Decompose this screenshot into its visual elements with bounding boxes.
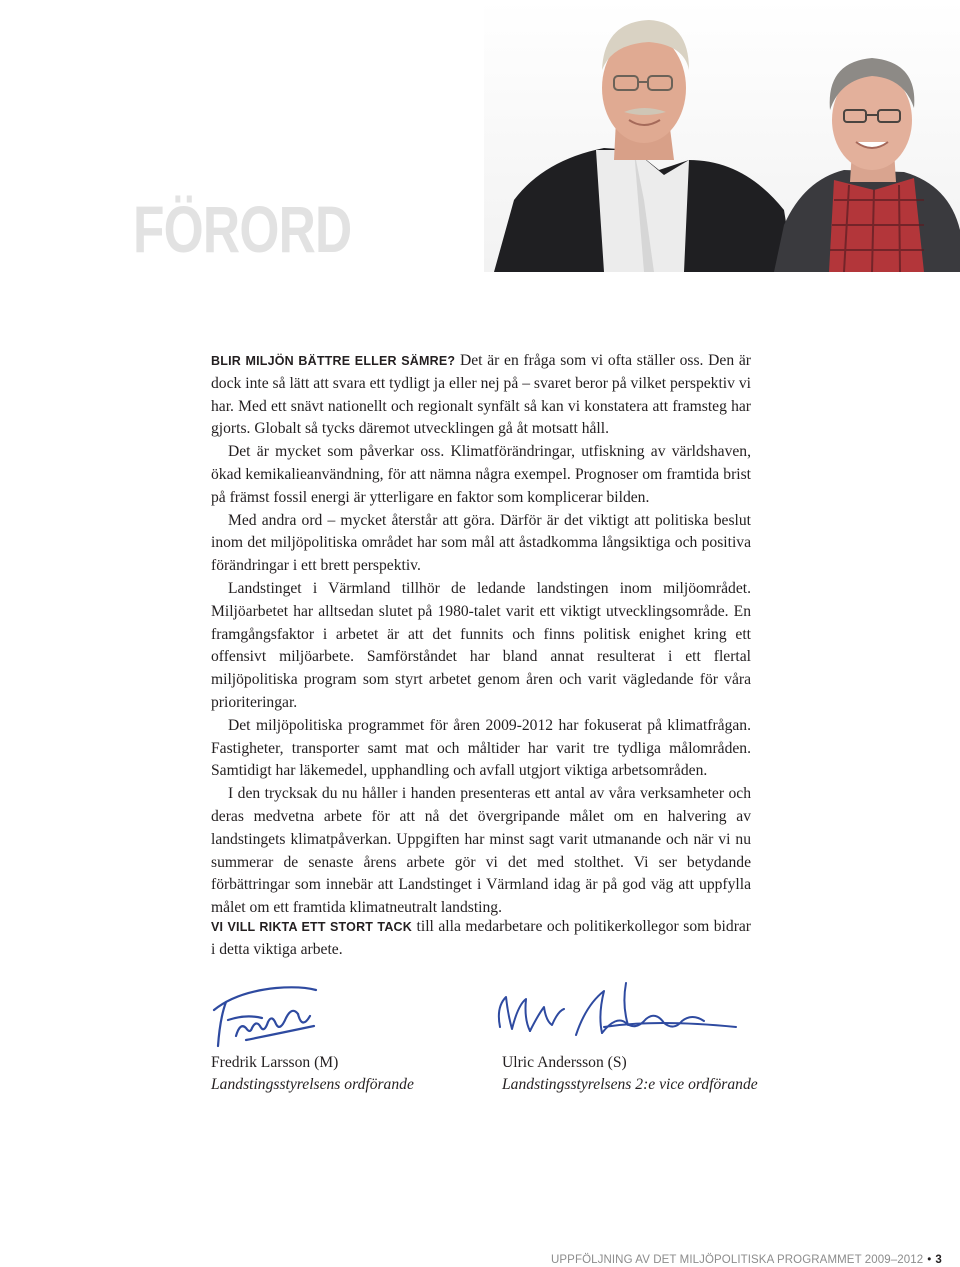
body-text	[211, 350, 751, 920]
signature-ulric-andersson	[486, 975, 748, 1047]
paragraph-1	[211, 350, 751, 441]
paragraph-6: I den trycksak du nu håller i handen presenteras ett antal av våra verksamheter och deras medvetna arbete för att nå det övergripande målet om en halvering av landstingets klimatpåverkan. Uppgiften har minst sagt varit utmanande och när vi nu summerar de senaste årens arbete gör vi det med stolthet. Vi ser betydande förbättringar som innebär att Landstinget i Värmland idag är på god väg att uppfylla målet om ett framtida klimatneutralt landsting.	[211, 785, 751, 917]
thanks-paragraph	[211, 916, 751, 962]
footer-title: UPPFÖLJNING AV DET MILJÖPOLITISKA PROGRAMMET 2009–2012	[551, 1254, 924, 1266]
signatory-1-name: Fredrik Larsson (M)	[211, 1054, 339, 1071]
portrait-photo	[484, 0, 960, 272]
page-number: 3	[935, 1254, 942, 1266]
signature-fredrik-larsson	[206, 978, 326, 1050]
page-footer	[551, 1253, 942, 1267]
thanks-lead-caps: VI VILL RIKTA ETT STORT TACK	[211, 920, 413, 934]
signatory-2-name: Ulric Andersson (S)	[502, 1054, 627, 1071]
paragraph-lead-caps: BLIR MILJÖN BÄTTRE ELLER SÄMRE?	[211, 354, 456, 368]
page-title: FÖRORD	[133, 192, 352, 266]
paragraph-4: Landstinget i Värmland tillhör de ledande landstingen inom miljöområdet. Miljöarbetet har alltsedan slutet på 1980-talet varit ett viktigt utvecklingsområde. En framgångsfaktor i arbetet är att det funnits och finns politisk enighet kring ett offensivt miljöarbete. Samförståndet har bland annat resulterat i ett flertal miljöpolitiska program som styrt arbetet genom åren och varit vägledande för våra prioriteringar.	[211, 579, 751, 711]
portrait-photo-icon	[484, 0, 960, 272]
paragraph-1-text: Det är en fråga som vi ofta ställer oss. Den är dock inte så lätt att svara ett tydligt ja eller nej på – svaret beror på vilket perspektiv vi har. Med ett snävt nationellt och regionalt synfält så kan vi konstatera att framsteg har gjorts. Globalt så tycks däremot utvecklingen gå åt motsatt håll.	[211, 352, 751, 438]
paragraph-3: Med andra ord – mycket återstår att göra. Därför är det viktigt att politiska beslut inom det miljöpolitiska området har som mål att åstadkomma långsiktiga och positiva förändringar i ett brett perspektiv.	[211, 511, 751, 575]
paragraph-5: Det miljöpolitiska programmet för åren 2009-2012 har fokuserat på klimatfrågan. Fastigheter, transporter samt mat och måltider har varit tre tydliga målområden. Samtidigt har läkemedel, upphandling och avfall utgjort viktiga arbetsområden.	[211, 716, 751, 780]
thanks-text: till alla medarbetare och politikerkollegor som bidrar i detta viktiga arbete.	[211, 918, 751, 958]
paragraph-2: Det är mycket som påverkar oss. Klimatförändringar, utfiskning av världshaven, ökad kemikalieanvändning, för att nämna några exempel. Prognoser om framtida brist på främst fossil energi är ytterligare en faktor som komplicerar bilden.	[211, 443, 751, 506]
signatory-1-role: Landstingsstyrelsens ordförande	[211, 1076, 414, 1093]
footer-separator: •	[927, 1254, 932, 1266]
signatory-2-role: Landstingsstyrelsens 2:e vice ordförande	[502, 1076, 758, 1093]
